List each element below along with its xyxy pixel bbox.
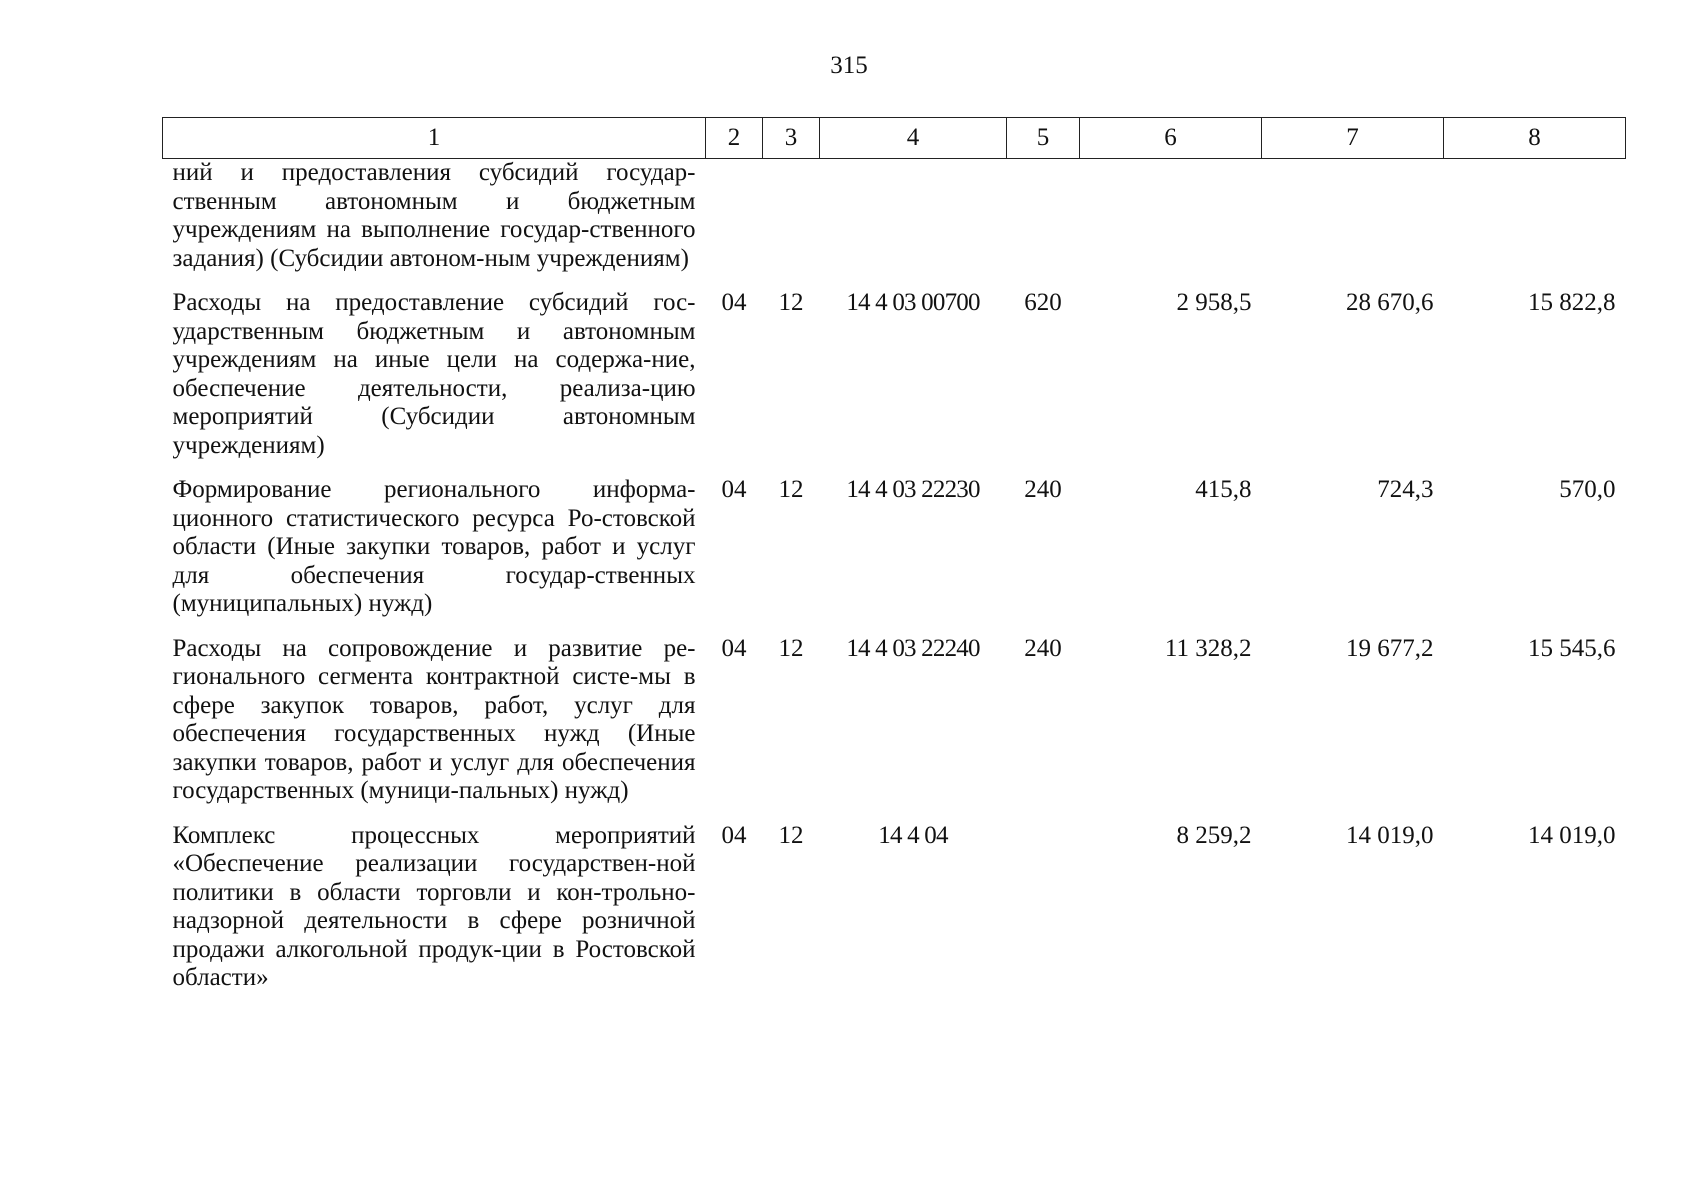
row-amount-3: 15 545,6: [1528, 634, 1616, 662]
column-header-4: 4: [820, 118, 1007, 159]
row-amount-1: 2 958,5: [1176, 289, 1252, 316]
table-row: [163, 635, 1626, 822]
row-amount-3: 14 019,0: [1528, 821, 1616, 849]
budget-table: [162, 117, 1626, 1009]
column-header-3: 3: [763, 118, 820, 159]
row-amount-1: [1080, 159, 1262, 290]
row-expense-type: 240: [1024, 476, 1062, 503]
row-subsection: [763, 159, 820, 290]
row-section: [706, 159, 763, 290]
page-number: 315: [830, 52, 868, 79]
row-target-article: [820, 159, 1007, 290]
column-header-6: 6: [1080, 118, 1262, 159]
table-row: [163, 159, 1626, 290]
column-header-8: 8: [1444, 118, 1626, 159]
row-amount-3: [1444, 159, 1626, 290]
row-amount-1: 415,8: [1195, 476, 1252, 503]
row-target-article: 14 4 03 22240: [846, 634, 980, 662]
row-description: ний и предоставления субсидий государ-ственным автономным и бюджетным учреждениям на выполнение государ-ственного задания) (Субсидии автоном-ным учреждениям): [172, 159, 696, 272]
row-expense-type: 240: [1024, 634, 1062, 662]
row-subsection: 12: [778, 821, 804, 849]
column-header-7: 7: [1262, 118, 1444, 159]
row-section: 04: [721, 476, 747, 503]
row-amount-3: 570,0: [1559, 476, 1616, 503]
column-header-5: 5: [1007, 118, 1080, 159]
row-subsection: 12: [778, 289, 804, 316]
row-subsection: 12: [778, 634, 804, 662]
row-section: 04: [721, 634, 747, 662]
row-amount-2: [1262, 159, 1444, 290]
row-expense-type: 620: [1024, 289, 1062, 316]
row-target-article: 14 4 03 22230: [846, 476, 980, 503]
row-amount-3: 15 822,8: [1528, 289, 1616, 316]
row-target-article: 14 4 04: [878, 821, 948, 849]
column-header-2: 2: [706, 118, 763, 159]
row-description: Расходы на сопровождение и развитие ре-гионального сегмента контрактной систе-мы в сфере закупок товаров, работ, услуг для обеспечения государственных нужд (Иные закупки товаров, работ и услуг для обеспечения государственных (муници-пальных) нужд): [172, 634, 696, 804]
row-target-article: 14 4 03 00700: [846, 289, 980, 316]
row-amount-2: 724,3: [1377, 476, 1434, 503]
row-section: 04: [721, 821, 747, 849]
table-row: [163, 822, 1626, 1009]
row-amount-2: 28 670,6: [1346, 289, 1434, 316]
row-section: 04: [721, 289, 747, 316]
row-description: Комплекс процессных мероприятий «Обеспечение реализации государствен-ной политики в области торговли и кон-трольно-надзорной деятельности в сфере розничной продажи алкогольной продук-ции в Ростовской области»: [172, 821, 696, 991]
row-amount-2: 19 677,2: [1346, 634, 1434, 662]
table-row: [163, 476, 1626, 635]
table-row: [163, 289, 1626, 476]
row-amount-2: 14 019,0: [1346, 821, 1434, 849]
row-description: Формирование регионального информа-ционного статистического ресурса Ро-стовской области (Иные закупки товаров, работ и услуг для обеспечения государ-ственных (муниципальных) нужд): [172, 476, 696, 617]
row-expense-type: [1007, 822, 1080, 1009]
table-header-row: [163, 118, 1626, 159]
row-subsection: 12: [778, 476, 804, 503]
column-header-1: 1: [163, 118, 706, 159]
row-amount-1: 11 328,2: [1164, 634, 1252, 662]
row-amount-1: 8 259,2: [1176, 821, 1252, 849]
row-expense-type: [1007, 159, 1080, 290]
row-description: Расходы на предоставление субсидий гос-ударственным бюджетным и автономным учреждениям на иные цели на содержа-ние, обеспечение деятельности, реализа-цию мероприятий (Субсидии автономным учреждениям): [172, 289, 696, 459]
